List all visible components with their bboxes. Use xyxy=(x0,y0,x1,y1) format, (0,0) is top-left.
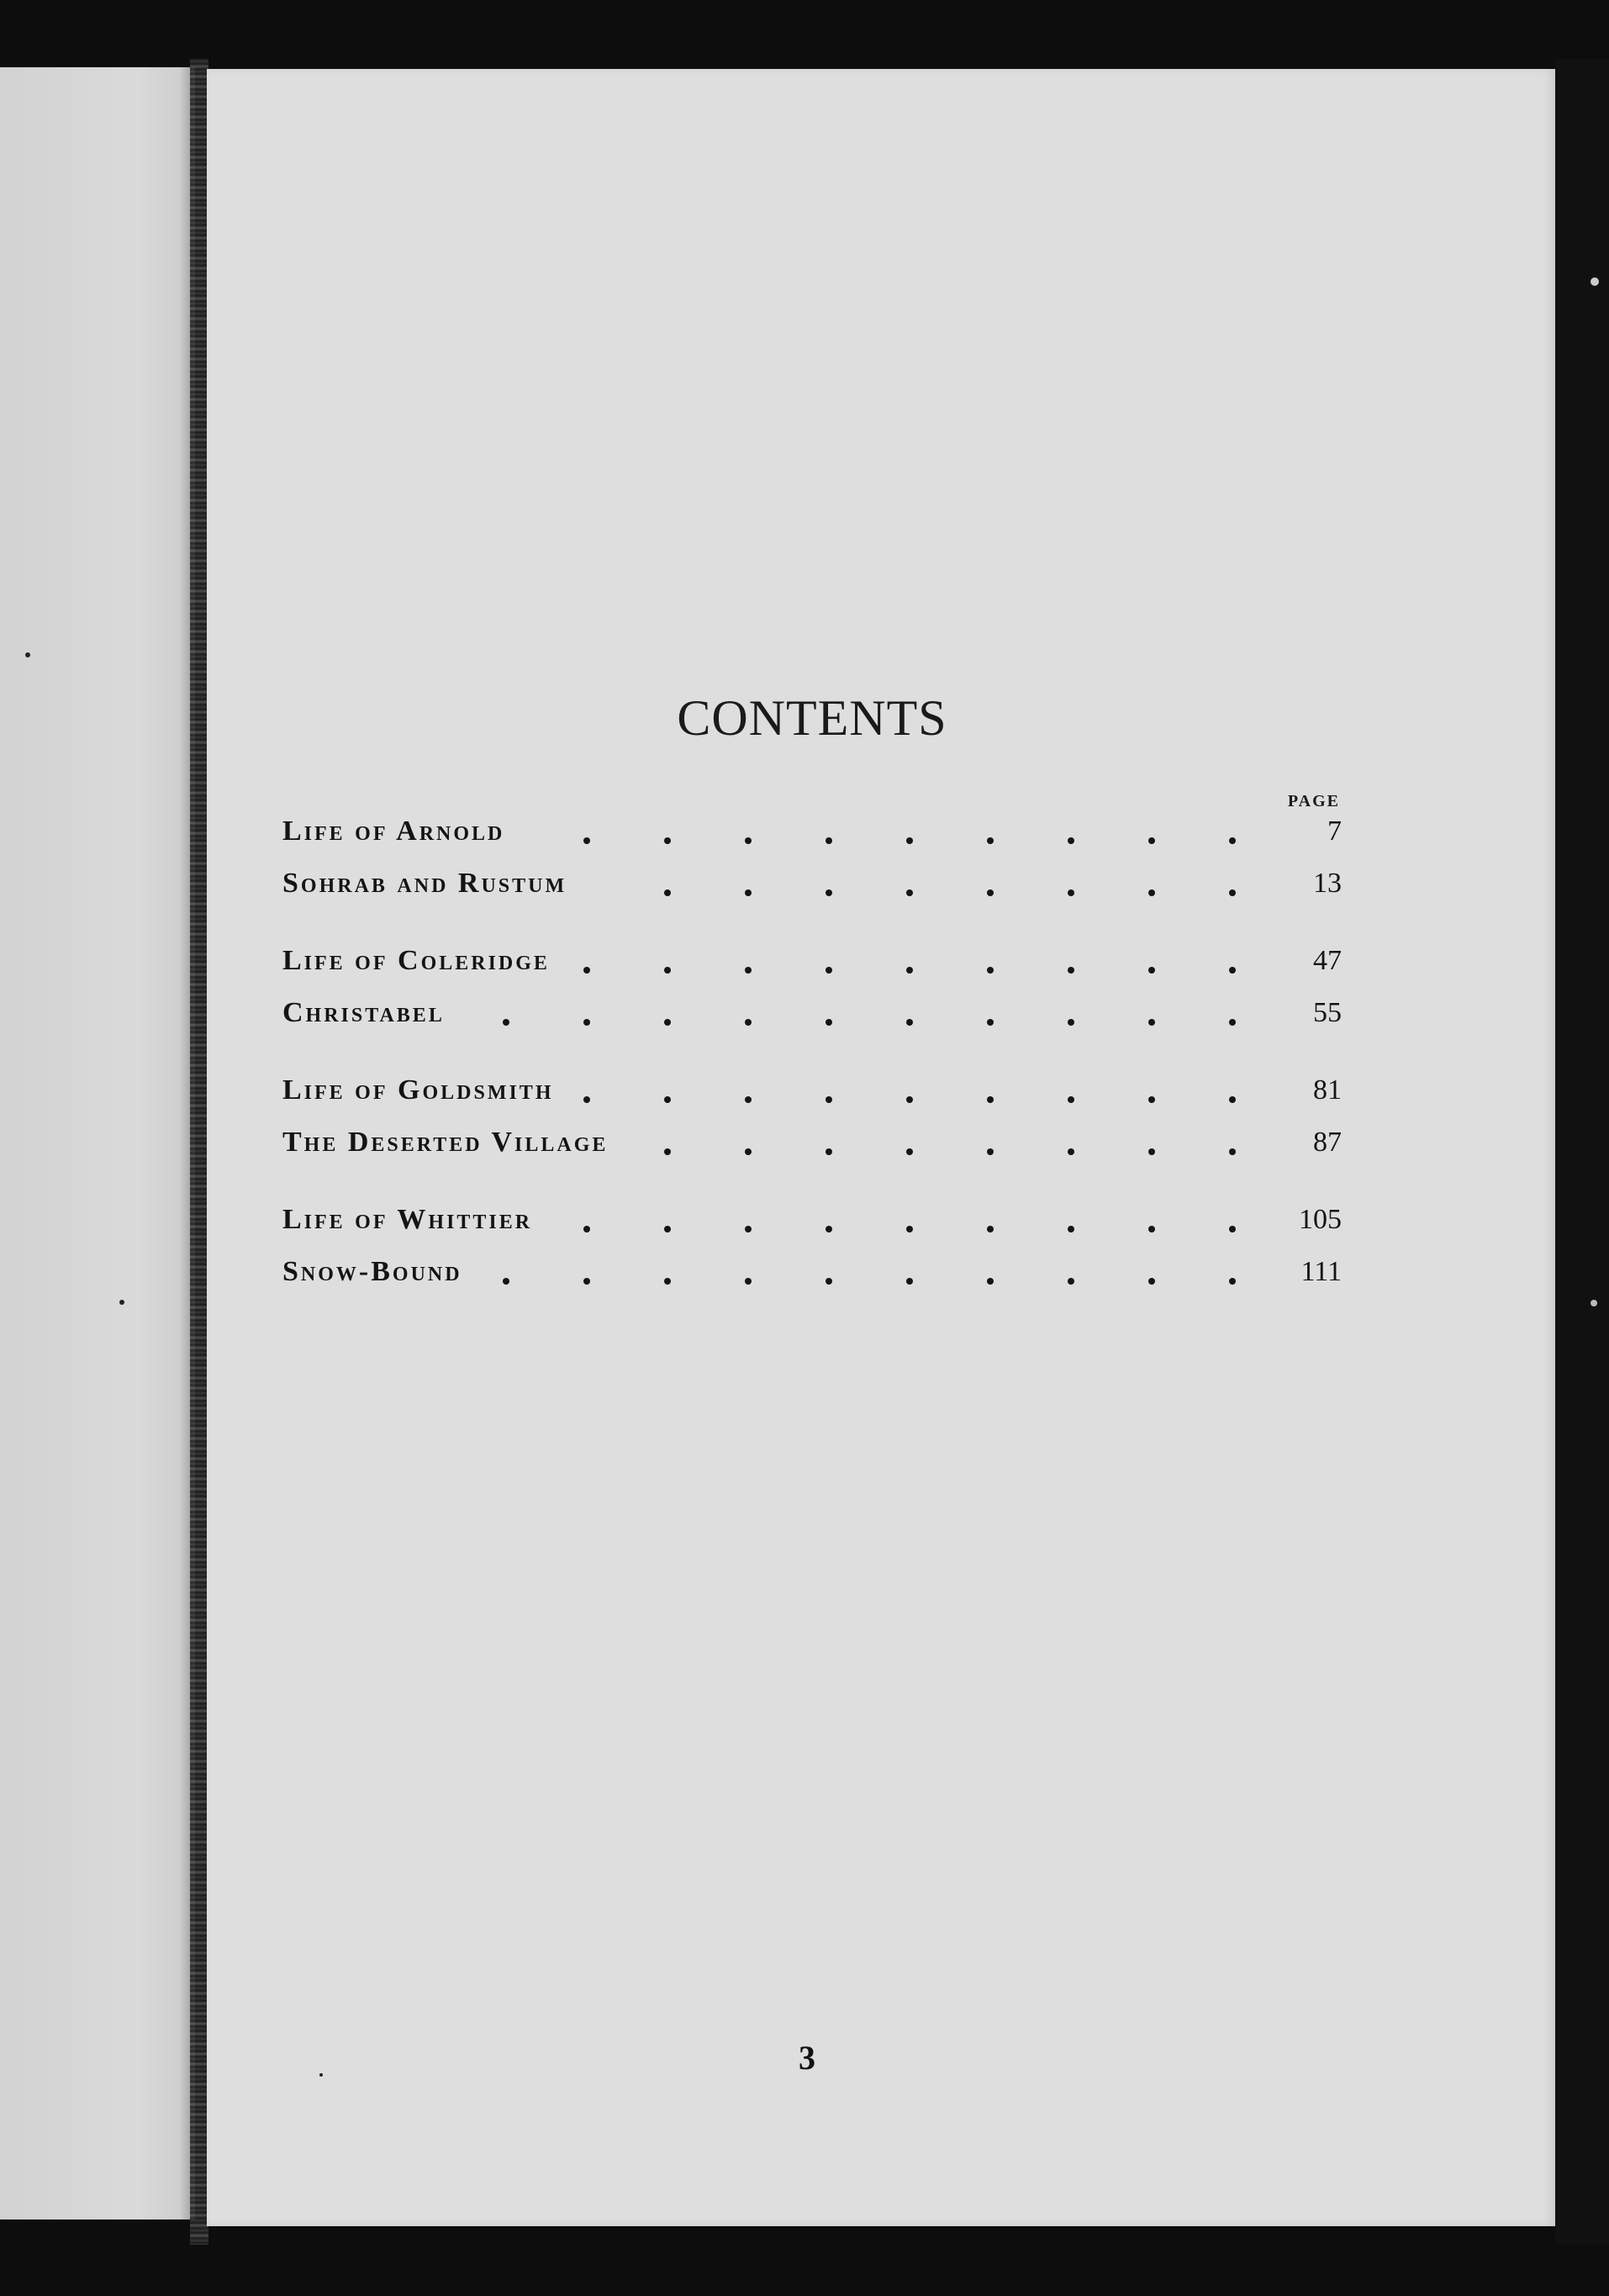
dot-leader xyxy=(282,1074,1258,1116)
leader-dot xyxy=(1229,837,1236,844)
dot-leader xyxy=(282,1204,1258,1246)
leader-dot xyxy=(1229,1096,1236,1103)
leader-dot xyxy=(906,1226,913,1232)
leader-dot xyxy=(1148,1226,1155,1232)
leader-dot xyxy=(987,1096,994,1103)
toc-entry-page: 111 xyxy=(1300,1256,1342,1287)
leader-dot xyxy=(1068,967,1074,974)
toc-entry-title: Life of Goldsmith xyxy=(282,1074,554,1106)
leader-dot xyxy=(906,967,913,974)
leader-dot xyxy=(826,1148,832,1155)
leader-dot xyxy=(826,1278,832,1285)
leader-dot xyxy=(987,1226,994,1232)
leader-dot xyxy=(987,837,994,844)
leader-dot xyxy=(987,1019,994,1026)
leader-dot xyxy=(745,1226,752,1232)
leader-dot xyxy=(826,1019,832,1026)
toc-entry-page: 81 xyxy=(1313,1074,1342,1106)
leader-dot xyxy=(906,1096,913,1103)
toc-entry-title: Life of Coleridge xyxy=(282,945,550,976)
leader-dot xyxy=(583,1019,590,1026)
leader-dot xyxy=(906,889,913,896)
leader-dot xyxy=(1148,889,1155,896)
leader-dot xyxy=(583,837,590,844)
leader-dot xyxy=(664,967,671,974)
dot-leader xyxy=(282,815,1258,858)
leader-dot xyxy=(745,967,752,974)
leader-dot xyxy=(1148,837,1155,844)
leader-dot xyxy=(664,1148,671,1155)
leader-dot xyxy=(1229,967,1236,974)
page-title: CONTENTS xyxy=(677,690,947,746)
leader-dot xyxy=(503,1278,509,1285)
leader-dot xyxy=(664,1278,671,1285)
leader-dot xyxy=(583,1278,590,1285)
leader-dot xyxy=(1068,889,1074,896)
leader-dot xyxy=(745,837,752,844)
leader-dot xyxy=(826,967,832,974)
leader-dot xyxy=(745,1148,752,1155)
leader-dot xyxy=(987,1278,994,1285)
leader-dot xyxy=(1229,1019,1236,1026)
leader-dot xyxy=(1068,1226,1074,1232)
leader-dot xyxy=(1068,837,1074,844)
toc-entry-title: Snow-Bound xyxy=(282,1256,462,1287)
toc-entry xyxy=(282,1204,1342,1254)
leader-dot xyxy=(583,1226,590,1232)
leader-dot xyxy=(583,967,590,974)
toc-entry-page: 13 xyxy=(1313,868,1342,899)
scan-speck xyxy=(1591,277,1599,286)
leader-dot xyxy=(745,1278,752,1285)
scan-speck xyxy=(319,2073,323,2077)
toc-entry-page: 87 xyxy=(1313,1127,1342,1158)
leader-dot xyxy=(1148,1148,1155,1155)
toc-entry xyxy=(282,1074,1342,1125)
leader-dot xyxy=(1229,1278,1236,1285)
toc-entry xyxy=(282,1256,1342,1306)
leader-dot xyxy=(664,1019,671,1026)
toc-entry-page: 47 xyxy=(1313,945,1342,976)
dot-leader xyxy=(282,1127,1258,1169)
leader-dot xyxy=(1148,967,1155,974)
toc-entry-title: Christabel xyxy=(282,997,445,1028)
page-column-label: PAGE xyxy=(1287,792,1340,810)
leader-dot xyxy=(1229,1148,1236,1155)
dot-leader xyxy=(282,945,1258,987)
leader-dot xyxy=(906,1148,913,1155)
toc-entry-title: The Deserted Village xyxy=(282,1127,609,1158)
leader-dot xyxy=(745,1019,752,1026)
leader-dot xyxy=(583,1096,590,1103)
leader-dot xyxy=(745,1096,752,1103)
leader-dot xyxy=(906,837,913,844)
toc-entry xyxy=(282,997,1342,1048)
leader-dot xyxy=(1068,1096,1074,1103)
toc-entry xyxy=(282,945,1342,995)
page-number: 3 xyxy=(799,2039,815,2077)
previous-page-edge xyxy=(0,67,195,2219)
leader-dot xyxy=(664,889,671,896)
leader-dot xyxy=(1229,889,1236,896)
leader-dot xyxy=(1229,1226,1236,1232)
toc-entry-title: Sohrab and Rustum xyxy=(282,868,567,899)
leader-dot xyxy=(906,1278,913,1285)
toc-entry xyxy=(282,1127,1342,1177)
leader-dot xyxy=(906,1019,913,1026)
toc-entry-title: Life of Whittier xyxy=(282,1204,533,1235)
leader-dot xyxy=(826,1226,832,1232)
scan-speck xyxy=(25,652,30,657)
leader-dot xyxy=(826,1096,832,1103)
toc-entry-page: 55 xyxy=(1313,997,1342,1028)
dot-leader xyxy=(282,997,1258,1039)
leader-dot xyxy=(1148,1019,1155,1026)
toc-entry xyxy=(282,868,1342,918)
book-gutter xyxy=(190,59,208,2245)
scan-speck xyxy=(119,1300,124,1305)
toc-entry-page: 7 xyxy=(1327,815,1342,847)
dot-leader xyxy=(282,1256,1258,1298)
toc-entry xyxy=(282,815,1342,866)
scan-speck xyxy=(1591,1300,1597,1306)
dot-leader xyxy=(282,868,1258,910)
leader-dot xyxy=(503,1019,509,1026)
leader-dot xyxy=(1068,1278,1074,1285)
leader-dot xyxy=(1068,1148,1074,1155)
leader-dot xyxy=(664,1096,671,1103)
leader-dot xyxy=(1148,1278,1155,1285)
leader-dot xyxy=(745,889,752,896)
leader-dot xyxy=(987,1148,994,1155)
toc-entry-title: Life of Arnold xyxy=(282,815,505,847)
leader-dot xyxy=(826,837,832,844)
leader-dot xyxy=(1068,1019,1074,1026)
leader-dot xyxy=(1148,1096,1155,1103)
leader-dot xyxy=(987,889,994,896)
toc-entry-page: 105 xyxy=(1299,1204,1342,1235)
leader-dot xyxy=(826,889,832,896)
scan-border xyxy=(1555,59,1609,2245)
leader-dot xyxy=(987,967,994,974)
leader-dot xyxy=(664,837,671,844)
leader-dot xyxy=(664,1226,671,1232)
